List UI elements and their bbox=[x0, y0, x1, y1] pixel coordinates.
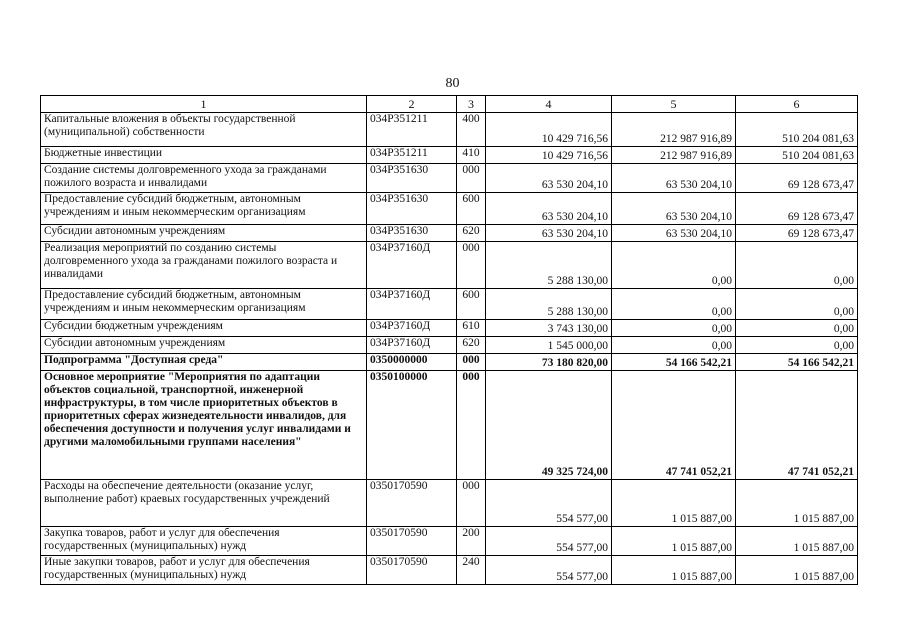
row-code: 034Р37160Д bbox=[367, 320, 457, 337]
row-name: Капитальные вложения в объекты государственной (муниципальной) собственности bbox=[41, 113, 367, 147]
row-expense-type: 620 bbox=[457, 337, 486, 354]
row-expense-type: 000 bbox=[457, 354, 486, 371]
table-row bbox=[41, 354, 858, 371]
row-value-col5: 0,00 bbox=[612, 337, 736, 354]
row-code: 0350170590 bbox=[367, 480, 457, 527]
row-name: Реализация мероприятий по созданию системы долговременного ухода за гражданами пожилого возраста и инвалидами bbox=[41, 242, 367, 289]
table-row bbox=[41, 527, 858, 556]
column-header: 6 bbox=[736, 96, 858, 113]
row-value-col4: 554 577,00 bbox=[486, 556, 612, 585]
row-code: 034Р351630 bbox=[367, 225, 457, 242]
row-value-col6: 1 015 887,00 bbox=[736, 556, 858, 585]
row-name: Расходы на обеспечение деятельности (оказание услуг, выполнение работ) краевых государственных учреждений bbox=[41, 480, 367, 527]
row-code: 0350100000 bbox=[367, 371, 457, 480]
row-name: Субсидии бюджетным учреждениям bbox=[41, 320, 367, 337]
row-value-col6: 510 204 081,63 bbox=[736, 113, 858, 147]
row-code: 034Р351630 bbox=[367, 193, 457, 225]
row-expense-type: 620 bbox=[457, 225, 486, 242]
row-value-col5: 212 987 916,89 bbox=[612, 113, 736, 147]
row-name: Субсидии автономным учреждениям bbox=[41, 337, 367, 354]
row-expense-type: 400 bbox=[457, 113, 486, 147]
row-value-col4: 63 530 204,10 bbox=[486, 225, 612, 242]
row-expense-type: 000 bbox=[457, 371, 486, 480]
row-value-col4: 554 577,00 bbox=[486, 527, 612, 556]
column-header: 4 bbox=[486, 96, 612, 113]
row-name: Предоставление субсидий бюджетным, автономным учреждениям и иным некоммерческим организациям bbox=[41, 289, 367, 320]
row-value-col6: 0,00 bbox=[736, 242, 858, 289]
row-code: 0350170590 bbox=[367, 556, 457, 585]
row-value-col4: 63 530 204,10 bbox=[486, 193, 612, 225]
budget-table bbox=[40, 95, 858, 585]
row-expense-type: 000 bbox=[457, 164, 486, 193]
row-value-col5: 1 015 887,00 bbox=[612, 480, 736, 527]
row-value-col6: 69 128 673,47 bbox=[736, 193, 858, 225]
row-code: 034Р37160Д bbox=[367, 242, 457, 289]
row-value-col4: 1 545 000,00 bbox=[486, 337, 612, 354]
row-value-col6: 510 204 081,63 bbox=[736, 147, 858, 164]
table-header-row bbox=[41, 96, 858, 113]
row-value-col5: 63 530 204,10 bbox=[612, 225, 736, 242]
row-name: Подпрограмма "Доступная среда" bbox=[41, 354, 367, 371]
row-value-col4: 5 288 130,00 bbox=[486, 242, 612, 289]
table-row bbox=[41, 147, 858, 164]
table-row bbox=[41, 113, 858, 147]
row-value-col6: 0,00 bbox=[736, 320, 858, 337]
row-code: 034Р37160Д bbox=[367, 337, 457, 354]
row-value-col6: 69 128 673,47 bbox=[736, 164, 858, 193]
row-value-col5: 1 015 887,00 bbox=[612, 527, 736, 556]
column-header: 5 bbox=[612, 96, 736, 113]
row-value-col5: 1 015 887,00 bbox=[612, 556, 736, 585]
row-value-col4: 10 429 716,56 bbox=[486, 147, 612, 164]
row-code: 0350170590 bbox=[367, 527, 457, 556]
table-row bbox=[41, 289, 858, 320]
row-expense-type: 600 bbox=[457, 193, 486, 225]
row-name: Предоставление субсидий бюджетным, автономным учреждениям и иным некоммерческим организациям bbox=[41, 193, 367, 225]
row-value-col4: 554 577,00 bbox=[486, 480, 612, 527]
column-header: 1 bbox=[41, 96, 367, 113]
row-code: 034Р351630 bbox=[367, 164, 457, 193]
table-row bbox=[41, 225, 858, 242]
table-row bbox=[41, 193, 858, 225]
table-row bbox=[41, 556, 858, 585]
table-body bbox=[41, 113, 858, 585]
row-code: 034Р351211 bbox=[367, 113, 457, 147]
row-value-col4: 10 429 716,56 bbox=[486, 113, 612, 147]
row-value-col5: 0,00 bbox=[612, 320, 736, 337]
row-value-col6: 0,00 bbox=[736, 337, 858, 354]
table-row bbox=[41, 337, 858, 354]
page-number: 80 bbox=[445, 76, 460, 91]
row-value-col5: 212 987 916,89 bbox=[612, 147, 736, 164]
row-name: Основное мероприятие "Мероприятия по адаптации объектов социальной, транспортной, инженерной инфраструктуры, в том числе приоритетных объектов в приоритетных сферах жизнедеятельности инвалидов, для обеспечения доступности и получения услуг инвалидами и другими маломобильными группами населения" bbox=[41, 371, 367, 480]
row-value-col4: 5 288 130,00 bbox=[486, 289, 612, 320]
row-name: Иные закупки товаров, работ и услуг для обеспечения государственных (муниципальных) нужд bbox=[41, 556, 367, 585]
row-name: Субсидии автономным учреждениям bbox=[41, 225, 367, 242]
row-expense-type: 600 bbox=[457, 289, 486, 320]
row-expense-type: 000 bbox=[457, 242, 486, 289]
row-value-col4: 49 325 724,00 bbox=[486, 371, 612, 480]
row-name: Бюджетные инвестиции bbox=[41, 147, 367, 164]
row-value-col4: 3 743 130,00 bbox=[486, 320, 612, 337]
row-value-col4: 73 180 820,00 bbox=[486, 354, 612, 371]
table-row bbox=[41, 164, 858, 193]
row-code: 034Р37160Д bbox=[367, 289, 457, 320]
row-value-col5: 54 166 542,21 bbox=[612, 354, 736, 371]
row-value-col6: 54 166 542,21 bbox=[736, 354, 858, 371]
row-expense-type: 610 bbox=[457, 320, 486, 337]
row-value-col6: 47 741 052,21 bbox=[736, 371, 858, 480]
row-value-col6: 1 015 887,00 bbox=[736, 527, 858, 556]
column-header: 3 bbox=[457, 96, 486, 113]
row-expense-type: 000 bbox=[457, 480, 486, 527]
row-expense-type: 200 bbox=[457, 527, 486, 556]
row-value-col5: 63 530 204,10 bbox=[612, 193, 736, 225]
column-header: 2 bbox=[367, 96, 457, 113]
table-row bbox=[41, 371, 858, 480]
row-value-col5: 47 741 052,21 bbox=[612, 371, 736, 480]
table-row bbox=[41, 242, 858, 289]
row-value-col6: 0,00 bbox=[736, 289, 858, 320]
table-row bbox=[41, 320, 858, 337]
row-value-col6: 1 015 887,00 bbox=[736, 480, 858, 527]
row-code: 034Р351211 bbox=[367, 147, 457, 164]
table-row bbox=[41, 480, 858, 527]
row-code: 0350000000 bbox=[367, 354, 457, 371]
row-value-col5: 0,00 bbox=[612, 289, 736, 320]
row-expense-type: 240 bbox=[457, 556, 486, 585]
row-value-col4: 63 530 204,10 bbox=[486, 164, 612, 193]
row-value-col5: 0,00 bbox=[612, 242, 736, 289]
row-value-col5: 63 530 204,10 bbox=[612, 164, 736, 193]
row-name: Закупка товаров, работ и услуг для обеспечения государственных (муниципальных) нужд bbox=[41, 527, 367, 556]
row-value-col6: 69 128 673,47 bbox=[736, 225, 858, 242]
row-name: Создание системы долговременного ухода за гражданами пожилого возраста и инвалидами bbox=[41, 164, 367, 193]
row-expense-type: 410 bbox=[457, 147, 486, 164]
